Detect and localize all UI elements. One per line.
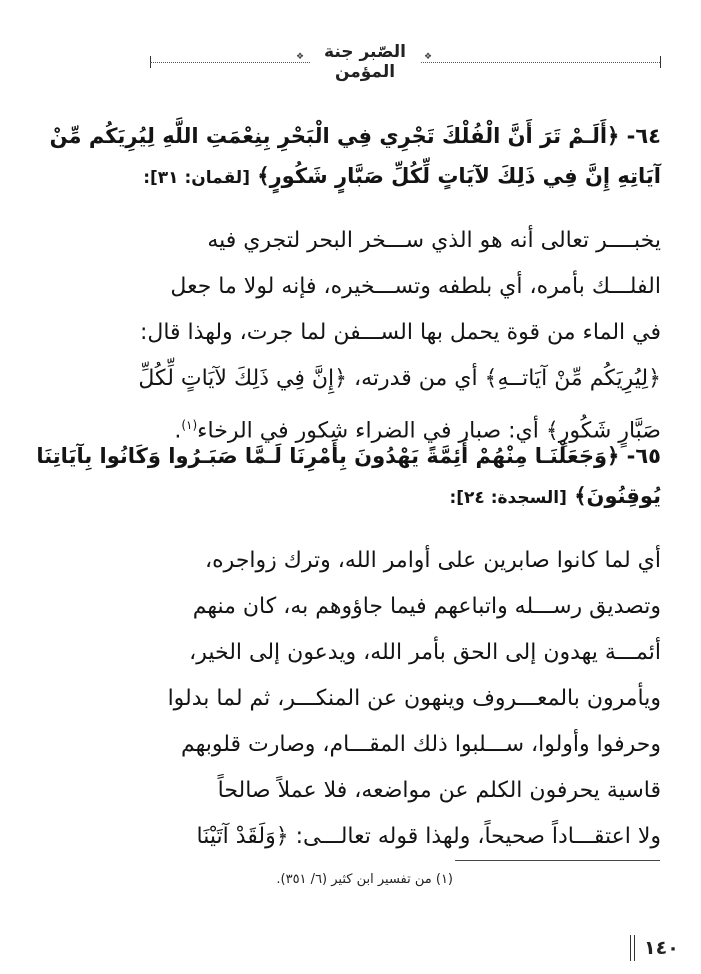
verse-64-line-2 xyxy=(31,156,661,198)
verse-65 xyxy=(31,436,661,518)
verse-65-line-2 xyxy=(31,476,661,518)
commentary-line: ويأمرون بالمعـــروف وينهون عن المنكـــر، ثم لما بدلوا xyxy=(167,686,661,711)
verse-number: ٦٤- xyxy=(626,124,661,148)
verse-64-line-1 xyxy=(31,116,661,156)
header-right-tick xyxy=(660,56,661,68)
verse-text: ﴿وَجَعَلْنَـا مِنْهُمْ أَئِمَّةً يَهْدُونَ بِأَمْرِنَا لَـمَّا صَبَـرُوا وَكَانُوا بِآيَاتِنَا xyxy=(36,444,620,468)
header-ornament-right: ❖ xyxy=(424,52,433,62)
verse-64 xyxy=(31,116,661,198)
commentary-line: أي لما كانوا صابرين على أوامر الله، وترك زواجره، xyxy=(205,548,661,573)
commentary-line: وحرفوا وأولوا، ســـلبوا ذلك المقـــام، وصارت قلوبهم xyxy=(180,732,661,757)
commentary-line: ولا اعتقـــاداً صحيحاً، ولهذا قوله تعالـــى: ﴿وَلَقَدْ آتَيْنَا xyxy=(196,824,661,849)
commentary-2 xyxy=(31,538,661,860)
commentary-line: أئمـــة يهدون إلى الحق بأمر الله، ويدعون إلى الخير، xyxy=(189,640,661,665)
footnote-reference: (١) xyxy=(181,418,198,432)
verse-text: يُوقِنُونَ﴾ xyxy=(574,484,661,508)
running-header-title: الصّبر جنة المؤمن xyxy=(310,42,420,82)
footnote-rule xyxy=(455,860,660,861)
verse-source: [السجدة: ٢٤]: xyxy=(449,488,567,508)
verse-text: آيَاتِهِ إِنَّ فِي ذَلِكَ لآيَاتٍ لِّكُلِّ صَبَّارٍ شَكُورٍ﴾ xyxy=(257,164,661,188)
commentary-line: ﴿لِيُرِيَكُم مِّنْ آيَاتــهِ﴾ أي من قدرته، ﴿إِنَّ فِي ذَلِكَ لآيَاتٍ لِّكُلِّ xyxy=(138,366,661,391)
verse-source: [لقمان: ٣١]: xyxy=(143,168,250,188)
commentary-line: وتصديق رســـله واتباعهم فيما جاؤوهم به، كان منهم xyxy=(192,594,661,619)
page-number-marker xyxy=(630,935,635,961)
verse-65-line-1 xyxy=(31,436,661,476)
commentary-line: الفلـــك بأمره، أي بلطفه وتســـخيره، فإنه لولا ما جعل xyxy=(170,274,661,299)
commentary-line: في الماء من قوة يحمل بها الســـفن لما جرت، ولهذا قال: xyxy=(139,320,661,345)
footnote: (١) من تفسير ابن كثير (٦/ ٣٥١). xyxy=(276,872,453,887)
verse-text: ﴿أَلَـمْ تَرَ أَنَّ الْفُلْكَ تَجْرِي فِي الْبَحْرِ بِنِعْمَتِ اللَّهِ لِيُرِيَكُم مِّنْ xyxy=(49,124,620,148)
commentary-line: يخبــــر تعالى أنه هو الذي ســـخر البحر لتجري فيه xyxy=(207,228,661,253)
commentary-line-last: صَبَّارٍ شَكُورٍ﴾ أي: صبار في الضراء شكور في الرخاء$^{(١)}$. xyxy=(174,418,661,444)
page-number: ١٤٠ xyxy=(644,937,679,959)
commentary-line: قاسية يحرفون الكلم عن مواضعه، فلا عملاً صالحاً xyxy=(217,778,661,803)
header-ornament-left: ❖ xyxy=(296,52,305,62)
commentary-text: صَبَّارٍ شَكُورٍ﴾ أي: صبار في الضراء شكور في الرخاء xyxy=(197,418,661,444)
verse-number: ٦٥- xyxy=(626,444,661,468)
commentary-1 xyxy=(31,218,661,454)
